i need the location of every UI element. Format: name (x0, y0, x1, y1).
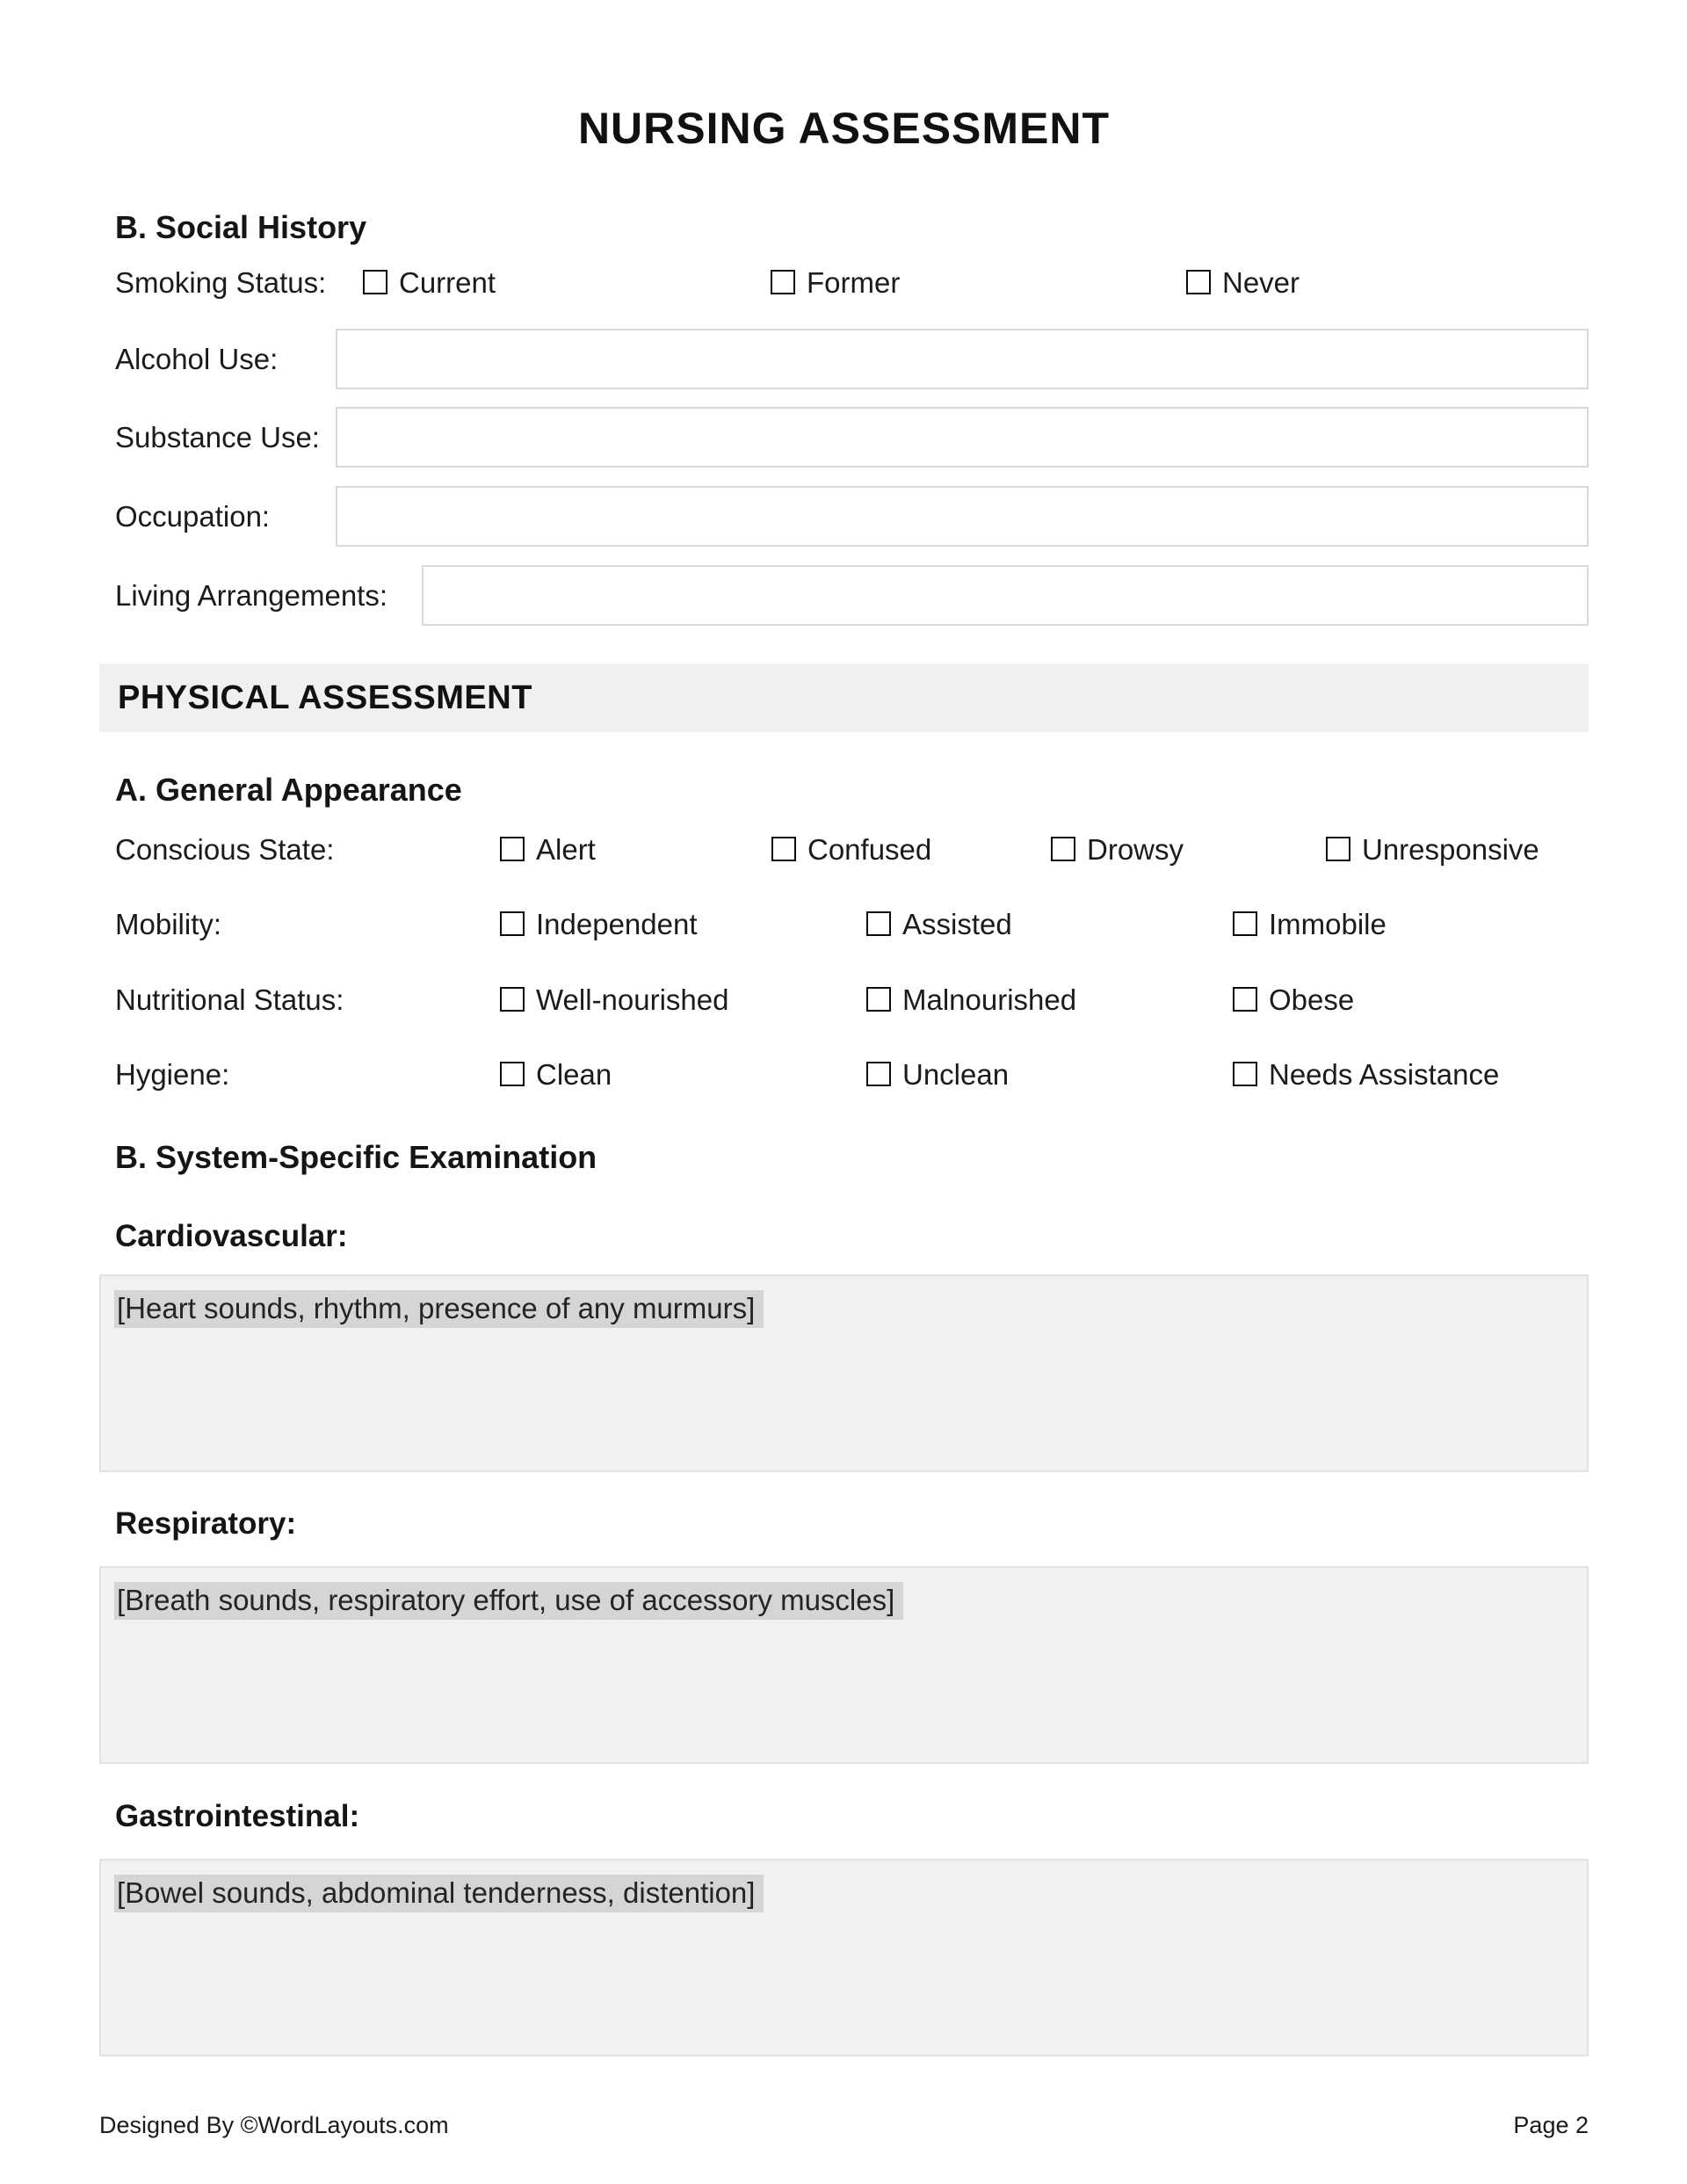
checkbox-option-alert[interactable] (500, 832, 596, 867)
row-nutritional-status (99, 983, 1589, 1018)
checkbox-icon[interactable] (866, 987, 891, 1012)
checkbox-option-malnourished[interactable] (866, 983, 1076, 1018)
row-conscious-state (99, 832, 1589, 867)
placeholder-text: [Bowel sounds, abdominal tenderness, distention] (114, 1875, 764, 1912)
row-occupation (99, 486, 1589, 547)
option-label: Obese (1269, 983, 1355, 1016)
row-hygiene (99, 1057, 1589, 1092)
row-alcohol-use (99, 329, 1589, 389)
option-label: Unclean (902, 1058, 1010, 1091)
checkbox-option-independent[interactable] (500, 907, 698, 942)
respiratory-textarea[interactable] (99, 1566, 1589, 1764)
option-label: Former (807, 266, 901, 299)
field-label: Mobility: (115, 908, 222, 940)
living-arrangements-input[interactable] (422, 565, 1589, 626)
option-label: Unresponsive (1362, 833, 1539, 866)
option-label: Independent (536, 908, 698, 940)
checkbox-icon[interactable] (1233, 911, 1257, 936)
field-label: Substance Use: (115, 420, 320, 453)
option-label: Immobile (1269, 908, 1387, 940)
page-footer (99, 2111, 1589, 2139)
checkbox-icon[interactable] (1233, 1062, 1257, 1086)
heading-social-history: B. Social History (115, 209, 367, 245)
checkbox-icon[interactable] (1233, 987, 1257, 1012)
label-gastrointestinal: Gastrointestinal: (115, 1799, 360, 1833)
checkbox-option-unresponsive[interactable] (1326, 832, 1539, 867)
placeholder-text: [Heart sounds, rhythm, presence of any murmurs] (114, 1290, 764, 1328)
footer-page-number: Page 2 (1513, 2112, 1589, 2138)
checkbox-icon[interactable] (1186, 270, 1211, 294)
option-label: Current (399, 266, 496, 299)
checkbox-option-never[interactable] (1186, 265, 1300, 301)
row-mobility (99, 907, 1589, 942)
field-label: Nutritional Status: (115, 983, 344, 1016)
field-label: Conscious State: (115, 833, 335, 866)
field-label: Hygiene: (115, 1058, 230, 1091)
option-label: Alert (536, 833, 596, 866)
heading-general-appearance: A. General Appearance (115, 772, 462, 808)
checkbox-icon[interactable] (500, 1062, 525, 1086)
option-label: Well-nourished (536, 983, 729, 1016)
checkbox-icon[interactable] (771, 270, 795, 294)
checkbox-option-clean[interactable] (500, 1057, 612, 1092)
checkbox-option-former[interactable] (771, 265, 900, 301)
checkbox-option-assisted[interactable] (866, 907, 1012, 942)
label-respiratory: Respiratory: (115, 1506, 297, 1541)
checkbox-option-current[interactable] (363, 265, 496, 301)
checkbox-icon[interactable] (500, 911, 525, 936)
field-label: Smoking Status: (115, 266, 327, 299)
row-living-arrangements (99, 565, 1589, 626)
field-label: Alcohol Use: (115, 342, 279, 375)
occupation-input[interactable] (336, 486, 1589, 547)
placeholder-text: [Breath sounds, respiratory effort, use of accessory muscles] (114, 1582, 903, 1620)
row-smoking-status (99, 265, 1589, 301)
cardiovascular-textarea[interactable] (99, 1274, 1589, 1472)
option-label: Malnourished (902, 983, 1077, 1016)
row-substance-use (99, 407, 1589, 468)
checkbox-icon[interactable] (363, 270, 387, 294)
option-label: Confused (807, 833, 932, 866)
checkbox-icon[interactable] (500, 987, 525, 1012)
alcohol-use-input[interactable] (336, 329, 1589, 389)
checkbox-icon[interactable] (1326, 837, 1350, 861)
checkbox-icon[interactable] (866, 911, 891, 936)
field-label: Occupation: (115, 499, 271, 533)
option-label: Clean (536, 1058, 612, 1091)
field-label: Living Arrangements: (115, 578, 388, 612)
checkbox-icon[interactable] (866, 1062, 891, 1086)
checkbox-option-well-nourished[interactable] (500, 983, 729, 1018)
page-title: NURSING ASSESSMENT (577, 104, 1111, 153)
footer-credit: Designed By ©WordLayouts.com (99, 2112, 449, 2138)
checkbox-icon[interactable] (500, 837, 525, 861)
checkbox-option-obese[interactable] (1233, 983, 1354, 1018)
checkbox-option-confused[interactable] (771, 832, 931, 867)
substance-use-input[interactable] (336, 407, 1589, 468)
checkbox-option-immobile[interactable] (1233, 907, 1387, 942)
heading-system-specific-examination: B. System-Specific Examination (115, 1139, 597, 1175)
checkbox-icon[interactable] (1051, 837, 1075, 861)
label-cardiovascular: Cardiovascular: (115, 1219, 348, 1253)
heading-physical-assessment: PHYSICAL ASSESSMENT (99, 664, 1589, 732)
option-label: Needs Assistance (1269, 1058, 1500, 1091)
checkbox-icon[interactable] (771, 837, 796, 861)
option-label: Drowsy (1087, 833, 1184, 866)
option-label: Assisted (902, 908, 1012, 940)
checkbox-option-drowsy[interactable] (1051, 832, 1184, 867)
option-label: Never (1222, 266, 1300, 299)
checkbox-option-unclean[interactable] (866, 1057, 1009, 1092)
checkbox-option-needs-assistance[interactable] (1233, 1057, 1499, 1092)
gastrointestinal-textarea[interactable] (99, 1859, 1589, 2057)
